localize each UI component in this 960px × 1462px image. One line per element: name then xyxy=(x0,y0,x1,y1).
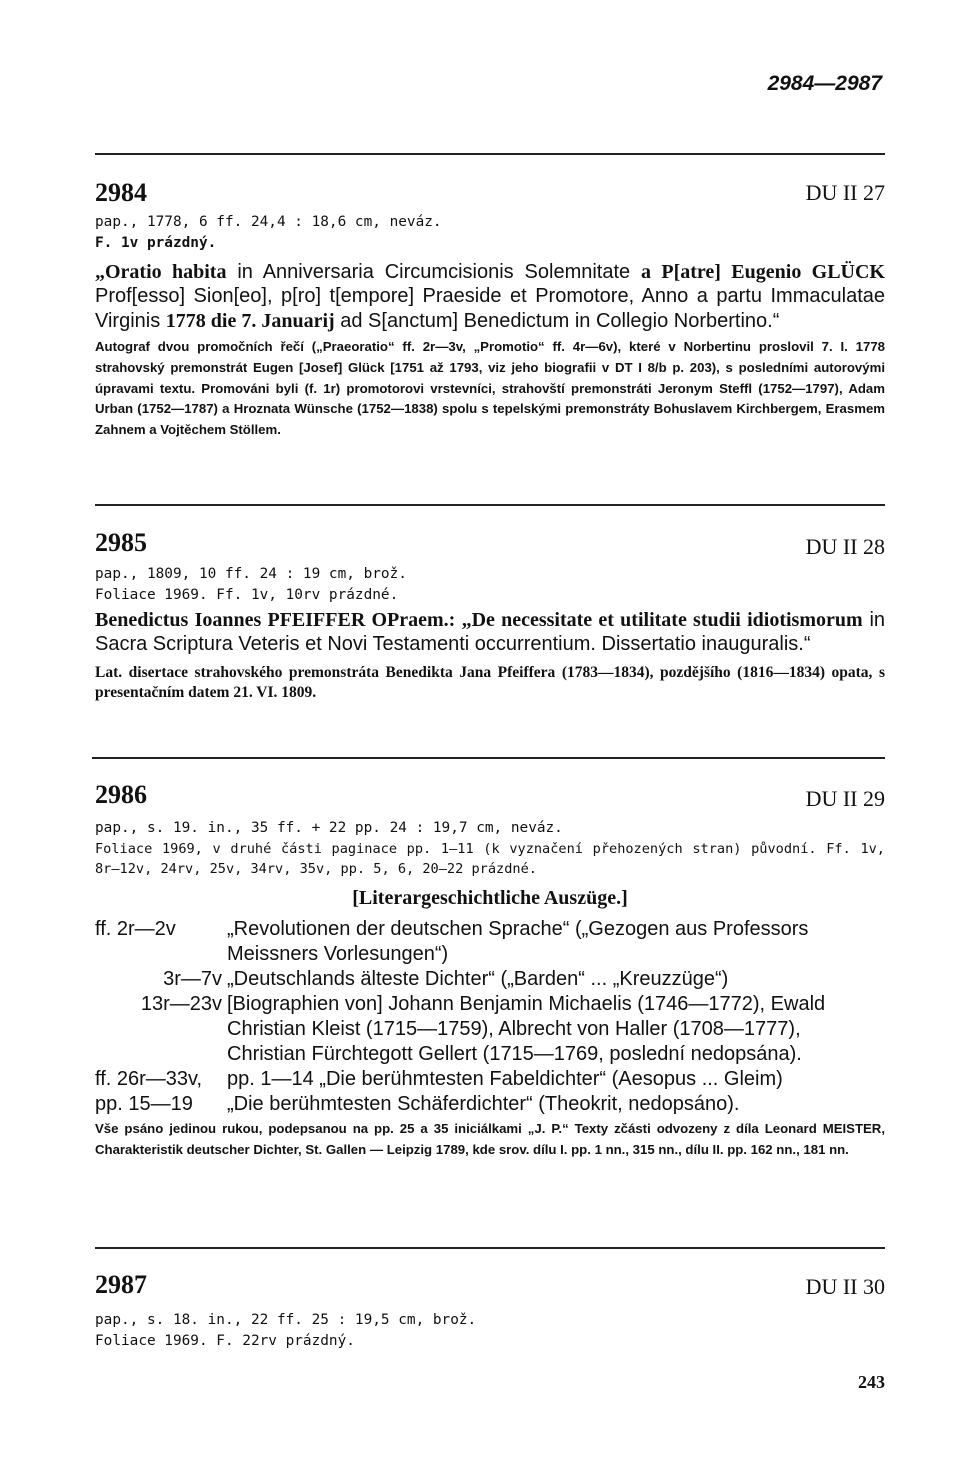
running-head: 2984—2987 xyxy=(767,72,882,95)
entry-note: Lat. disertace strahovského premonstráta Benedikta Jana Pfeiffera (1783—1834), pozdějšího (1816—1834) opata, s presentačním datem 21. VI. 1809. xyxy=(95,663,885,701)
blank-pages-note: F. 1v prázdný. xyxy=(95,234,217,251)
title-text: Prof[esso] Sion[eo], p[ro] t[empore] Praeside et Promotore, Anno a partu Immaculatae Virginis xyxy=(95,285,885,332)
entry-number: 2985 xyxy=(95,528,147,557)
title-author: a P[atre] Eugenio GLÜCK xyxy=(641,260,885,283)
entry-title xyxy=(95,260,885,334)
contents-title: pp. 1—14 „Die berühmtesten Fabeldichter“ (Aesopus ... Gleim) xyxy=(227,1067,783,1090)
catalog-entry-2984 xyxy=(95,178,885,441)
physical-description: pap., s. 19. in., 35 ff. + 22 pp. 24 : 19,7 cm, neváz. xyxy=(95,820,563,836)
entry-title xyxy=(95,608,885,657)
foliation-note: Foliace 1969, v druhé části paginace pp. 1—11 (k vyznačení přehozených stran) původní. Ff. 1v, 8r—12v, 24rv, 25v, 34rv, 35v, pp. 5, 6, 20—22 prázdné. xyxy=(95,840,885,877)
title-incipit: „Oratio habita xyxy=(95,260,227,283)
contents-item xyxy=(95,1092,885,1117)
section-rule xyxy=(95,1247,885,1249)
entry-header xyxy=(95,1270,885,1304)
catalog-entry-2986 xyxy=(95,780,885,1160)
shelfmark: DU II 27 xyxy=(805,180,885,205)
section-rule xyxy=(92,757,885,759)
contents-item xyxy=(95,1067,885,1092)
physical-description: pap., s. 18. in., 22 ff. 25 : 19,5 cm, brož. xyxy=(95,1312,477,1328)
contents-item xyxy=(95,992,885,1067)
entry-header xyxy=(95,178,885,212)
shelfmark: DU II 29 xyxy=(805,786,885,811)
folio-range: 3r—7v xyxy=(163,967,222,990)
folio-range: ff. 2r—2v xyxy=(95,917,176,940)
contents-title: [Biographien von] Johann Benjamin Michaelis (1746—1772), Ewald Christian Kleist (1715—1759), Albrecht von Haller (1708—1777), Christian Fürchtegott Gellert (1715—1769, poslední nedopsána). xyxy=(227,992,826,1065)
physical-description: pap., 1778, 6 ff. 24,4 : 18,6 cm, neváz. xyxy=(95,214,442,230)
catalog-entry-2987 xyxy=(95,1270,885,1352)
contents-title: „Deutschlands älteste Dichter“ („Barden“ ... „Kreuzzüge“) xyxy=(227,967,729,990)
entry-number: 2987 xyxy=(95,1270,147,1299)
title-text: in Anniversaria Circumcisionis Solemnitate xyxy=(226,260,642,283)
physical-description: pap., 1809, 10 ff. 24 : 19 cm, brož. xyxy=(95,566,407,582)
contents-title: „Revolutionen der deutschen Sprache“ („Gezogen aus Professors Meissners Vorlesungen“) xyxy=(227,917,809,965)
folio-range: 13r—23v xyxy=(140,992,222,1015)
folio-range: pp. 15—19 xyxy=(95,1092,193,1115)
title-incipit: Benedictus Ioannes PFEIFFER OPraem.: „De necessitate et utilitate studii idiotismorum xyxy=(95,608,863,631)
section-heading: [Literargeschichtliche Auszüge.] xyxy=(352,886,628,909)
section-rule xyxy=(95,504,885,506)
title-text: in Sacra Scriptura Veteris et Novi Testamenti occurrentium. Dissertatio inauguralis.“ xyxy=(95,608,886,656)
shelfmark: DU II 28 xyxy=(805,534,885,559)
page-number: 243 xyxy=(858,1372,885,1392)
entry-header xyxy=(95,528,885,562)
entry-number: 2986 xyxy=(95,780,147,809)
contents-title: „Die berühmtesten Schäferdichter“ (Theokrit, nedopsáno). xyxy=(227,1092,740,1115)
contents-item xyxy=(95,967,885,992)
section-rule xyxy=(95,153,885,155)
title-text: ad S[anctum] Benedictum in Collegio Norbertino.“ xyxy=(334,309,780,332)
contents-item xyxy=(95,917,885,967)
shelfmark: DU II 30 xyxy=(805,1274,885,1299)
title-date: 1778 die 7. Januarij xyxy=(165,309,335,332)
folio-range: ff. 26r—33v, xyxy=(95,1067,203,1090)
contents-list xyxy=(95,917,885,1117)
entry-header xyxy=(95,780,885,814)
foliation-note: Foliace 1969. F. 22rv prázdný. xyxy=(95,1332,355,1349)
foliation-note: Foliace 1969. Ff. 1v, 10rv prázdné. xyxy=(95,586,399,603)
entry-number: 2984 xyxy=(95,178,147,207)
catalog-entry-2985 xyxy=(95,528,885,703)
entry-note: Vše psáno jedinou rukou, podepsanou na pp. 25 a 35 iniciálkami „J. P.“ Texty zčásti odvozeny z díla Leonard MEISTER, Charakteristik deutscher Dichter, St. Gallen — Leipzig 1789, kde srov. dílu I. pp. 1 nn., 315 nn., dílu II. pp. 162 nn., 181 nn. xyxy=(95,1120,885,1157)
entry-note: Autograf dvou promočních řečí („Praeoratio“ ff. 2r—3v, „Promotio“ ff. 4r—6v), které v Norbertinu proslovil 7. I. 1778 strahovský premonstrát Eugen [Josef] Glück [1751 až 1793, viz jeho biografii v DT I 8/b p. 203), s posledními autorovými úpravami textu. Promováni byli (f. 1r) promotorovi vrstevníci, strahovští premonstráti Jeronym Steffl (1752—1797), Adam Urban (1752—1787) a Hroznata Wünsche (1752—1838) spolu s tepelskými premonstráty Bohuslavem Kirchbergem, Erasmem Zahnem a Vojtěchem Stöllem. xyxy=(95,339,885,438)
